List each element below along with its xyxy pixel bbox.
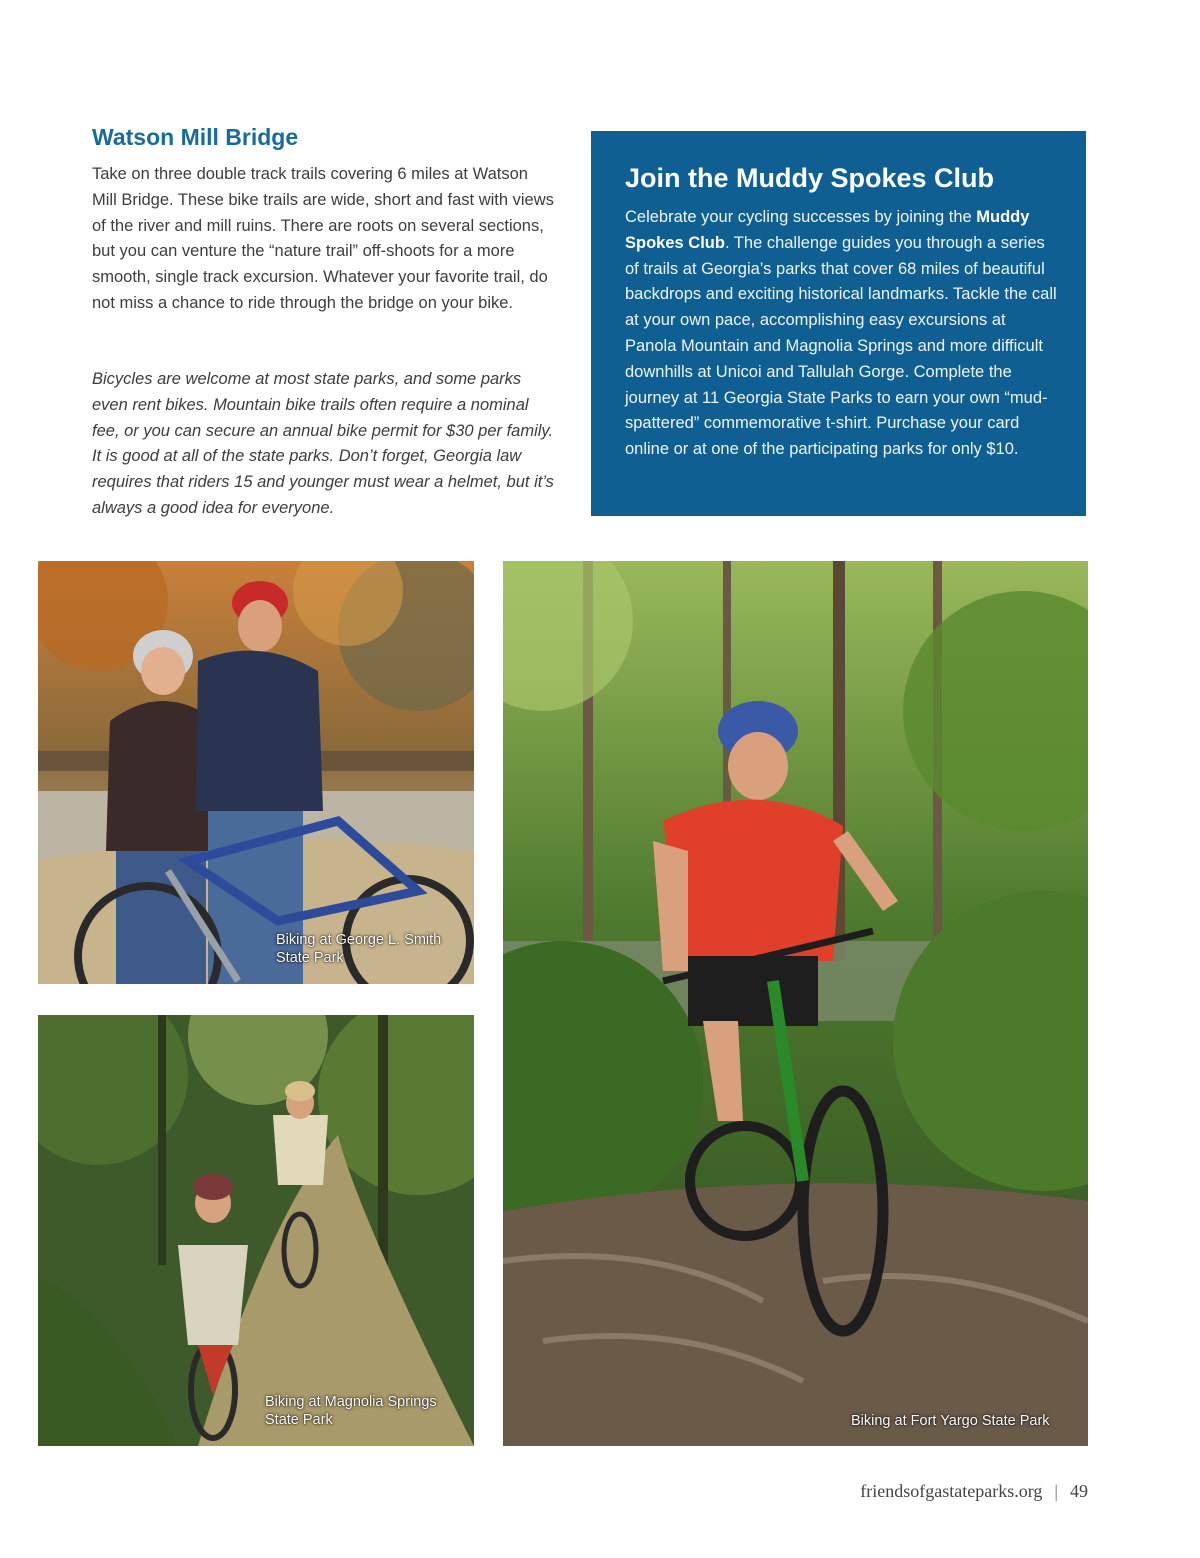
article-title: Watson Mill Bridge xyxy=(92,124,299,150)
sidebar-club-name: Muddy Spokes Club xyxy=(625,208,1030,252)
photo-fort-yargo xyxy=(503,561,1088,1446)
sidebar-text xyxy=(625,205,1060,463)
caption-line: State Park xyxy=(265,1412,333,1428)
sidebar-title: Join the Muddy Spokes Club xyxy=(625,163,995,193)
muddy-spokes-sidebar xyxy=(591,131,1086,516)
photo-caption xyxy=(276,931,441,967)
caption-line: State Park xyxy=(276,950,344,966)
article-paragraph-note: Bicycles are welcome at most state parks, and some parks even rent bikes. Mountain bike trails often require a nominal fee, or you can secure an annual bike permit for $30 per family. It is good at all of the state parks. Don’t forget, Georgia law requires that riders 15 and younger must wear a helmet, but it’s always a good idea for everyone. xyxy=(92,370,554,517)
sidebar-text-intro: Celebrate your cycling successes by joining the xyxy=(625,208,977,226)
caption-line: Biking at Magnolia Springs xyxy=(265,1394,437,1410)
page-number: 49 xyxy=(1070,1481,1088,1501)
photo-magnolia-springs xyxy=(38,1015,474,1446)
footer-website: friendsofgastateparks.org xyxy=(860,1481,1043,1501)
caption-line: Biking at Fort Yargo State Park xyxy=(851,1413,1050,1429)
caption-line: Biking at George L. Smith xyxy=(276,932,442,948)
photo-george-l-smith xyxy=(38,561,474,984)
article-paragraph-main: Take on three double track trails covering 6 miles at Watson Mill Bridge. These bike trails are wide, short and fast with views of the river and mill ruins. There are roots on several sections, but you can venture the “nature trail” off-shoots for a more smooth, single track excursion. Whatever your favorite trail, do not miss a chance to ride through the bridge on your bike. xyxy=(92,165,554,312)
photo-caption xyxy=(851,1412,1050,1430)
footer-separator: | xyxy=(1054,1481,1058,1501)
photo-caption xyxy=(265,1393,437,1429)
page-footer xyxy=(860,1481,1088,1502)
sidebar-text-body: . The challenge guides you through a series of trails at Georgia’s parks that cover 68 miles of beautiful backdrops and exciting historical landmarks. Tackle the call at your own pace, accomplishing easy excursions at Panola Mountain and Magnolia Springs and more difficult downhills at Unicoi and Tallulah Gorge. Complete the journey at 11 Georgia State Parks to earn your own “mud-spattered” commemorative t-shirt. Purchase your card online or at one of the participating parks for only $10. xyxy=(625,233,1057,459)
